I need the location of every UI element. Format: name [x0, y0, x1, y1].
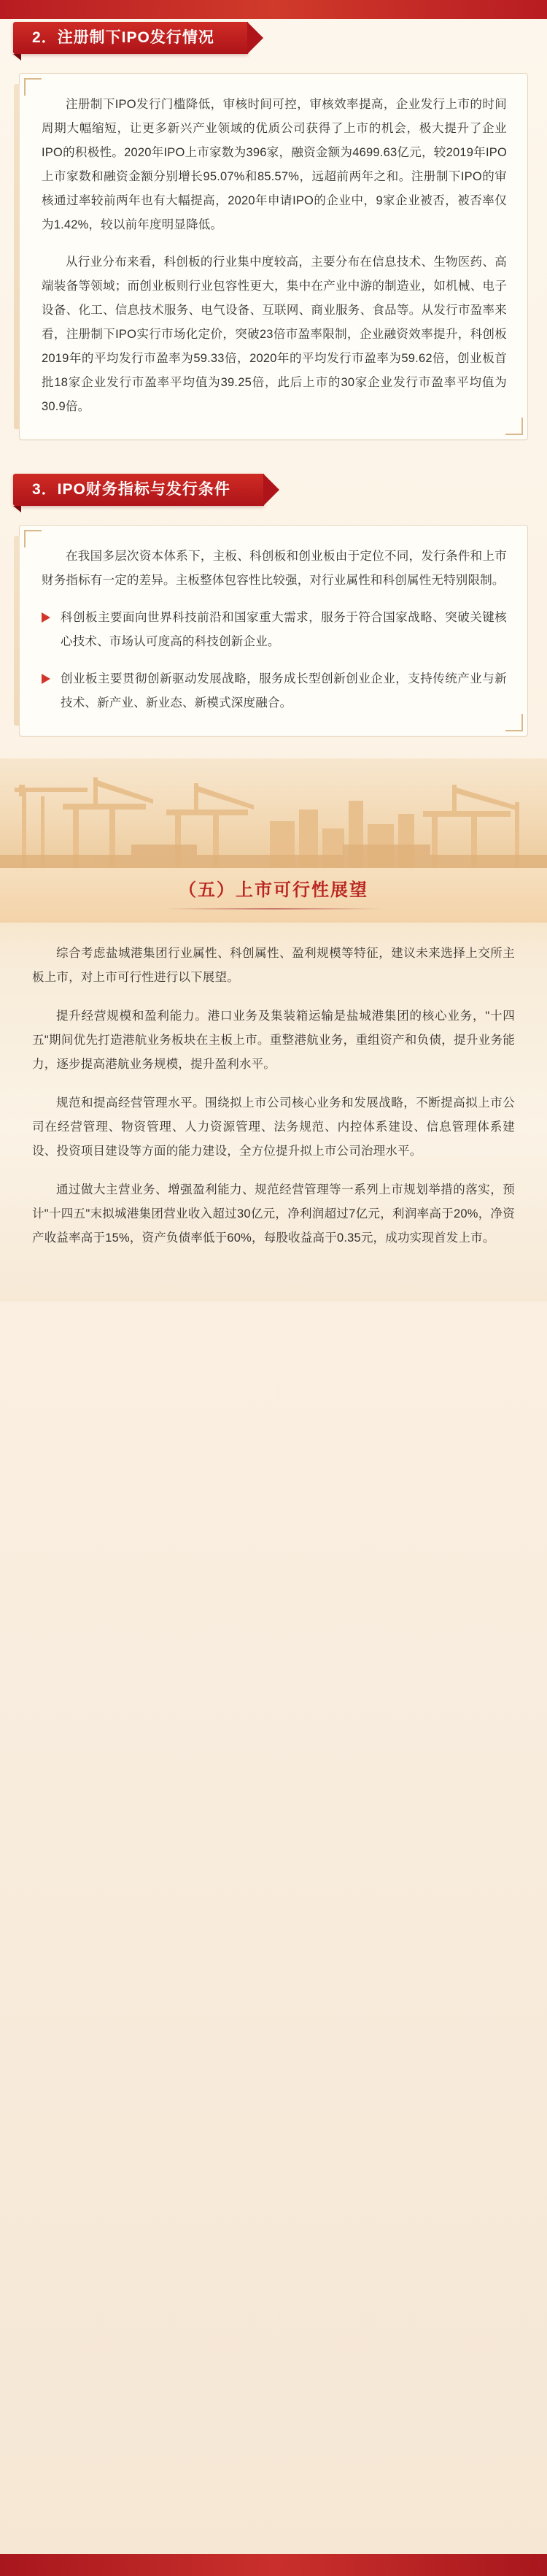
- heading-prefix: （五）: [179, 880, 236, 900]
- outlook-section: [0, 868, 547, 1302]
- card-corner-top-left: [24, 530, 42, 547]
- card-corner-top-left: [24, 78, 42, 96]
- section-3-card: [19, 525, 528, 737]
- banner-tail-shape: [13, 54, 21, 61]
- paragraph: 在我国多层次资本体系下，主板、科创板和创业板由于定位不同，发行条件和上市财务指标有一定的差异。主板整体包容性比较强，对行业属性和科创属性无特别限制。: [42, 550, 507, 587]
- outlook-body: [0, 923, 547, 1272]
- section-2-banner-wrap: [0, 22, 547, 60]
- section-3-banner-title: 3．IPO财务指标与发行条件: [13, 474, 264, 506]
- heading-divider: [164, 908, 383, 910]
- paragraph: 提升经营规模和盈利能力。港口业务及集装箱运输是盐城港集团的核心业务，"十四五"期间优先打造港航业务板块在主板上市。重整港航业务，重组资产和负债，提升业务能力，逐步提高港航业务规模，提升盈利水平。: [32, 1010, 515, 1071]
- card-corner-bottom-right: [505, 418, 523, 435]
- page-title: [179, 875, 368, 901]
- list-item-text: 科创板主要面向世界科技前沿和国家重大需求，服务于符合国家战略、突破关键核心技术、市场认可度高的科技创新企业。: [61, 611, 507, 648]
- arrow-right-icon: [42, 674, 50, 684]
- heading-title: 上市可行性展望: [236, 880, 368, 900]
- top-decorative-band: [0, 0, 547, 19]
- list-item: [42, 606, 507, 654]
- harbour-skyline-illustration: [0, 758, 547, 868]
- paragraph: 注册制下IPO发行门槛降低，审核时间可控，审核效率提高，企业发行上市的时间周期大幅缩短，让更多新兴产业领域的优质公司获得了上市的机会，极大提升了企业IPO的积极性。2020年IPO上市家数为396家，融资金额为4699.63亿元，较2019年IPO上市家数和融资金额分别增长95.07%和85.57%，远超前两年之和。注册制下IPO的审核通过率较前两年也有大幅提高，2020年申请IPO的企业中，9家企业被否，被否率仅为1.42%，较以前年度明显降低。: [42, 98, 507, 231]
- paragraph: 通过做大主营业务、增强盈利能力、规范经营管理等一系列上市规划举措的落实，预计"十四五"末拟城港集团营业收入超过30亿元，净利润超过7亿元，利润率高于20%，净资产收益率高于15%，资产负债率低于60%，每股收益高于0.35元，成功实现首发上市。: [32, 1183, 515, 1245]
- paragraph: 规范和提高经营管理水平。围绕拟上市公司核心业务和发展战略，不断提高拟上市公司在经营管理、物资管理、人力资源管理、法务规范、内控体系建设、信息管理体系建设、投资项目建设等方面的能力建设，全方位提升拟上市公司治理水平。: [32, 1096, 515, 1158]
- list-item: [42, 667, 507, 715]
- section-2-card: [19, 73, 528, 440]
- arrow-right-icon: [42, 612, 50, 623]
- card-corner-bottom-right: [505, 714, 523, 731]
- paragraph: 从行业分布来看，科创板的行业集中度较高，主要分布在信息技术、生物医药、高端装备等领域；而创业板则行业包容性更大，集中在产业中游的制造业，如机械、电子设备、化工、信息技术服务、电气设备、互联网、商业服务、食品等。从发行市盈率来看，注册制下IPO实行市场化定价，突破23倍市盈率限制，企业融资效率提升，科创板2019年的平均发行市盈率为59.33倍，2020年的平均发行市盈率为59.62倍，创业板首批18家企业发行市盈率平均值为39.25倍，此后上市的30家企业发行市盈率平均值为30.9倍。: [42, 255, 507, 413]
- banner-tail-shape: [13, 506, 21, 512]
- bottom-decorative-band: [0, 2554, 547, 2576]
- section-3-banner-wrap: [0, 474, 547, 512]
- list-item-text: 创业板主要贯彻创新驱动发展战略，服务成长型创新创业企业，支持传统产业与新技术、新产业、新业态、新模式深度融合。: [61, 672, 507, 710]
- section-2-banner-title: 2．注册制下IPO发行情况: [13, 22, 248, 54]
- paragraph: 综合考虑盐城港集团行业属性、科创属性、盈利规模等特征，建议未来选择上交所主板上市，对上市可行性进行以下展望。: [32, 947, 515, 984]
- center-heading-wrap: [0, 868, 547, 923]
